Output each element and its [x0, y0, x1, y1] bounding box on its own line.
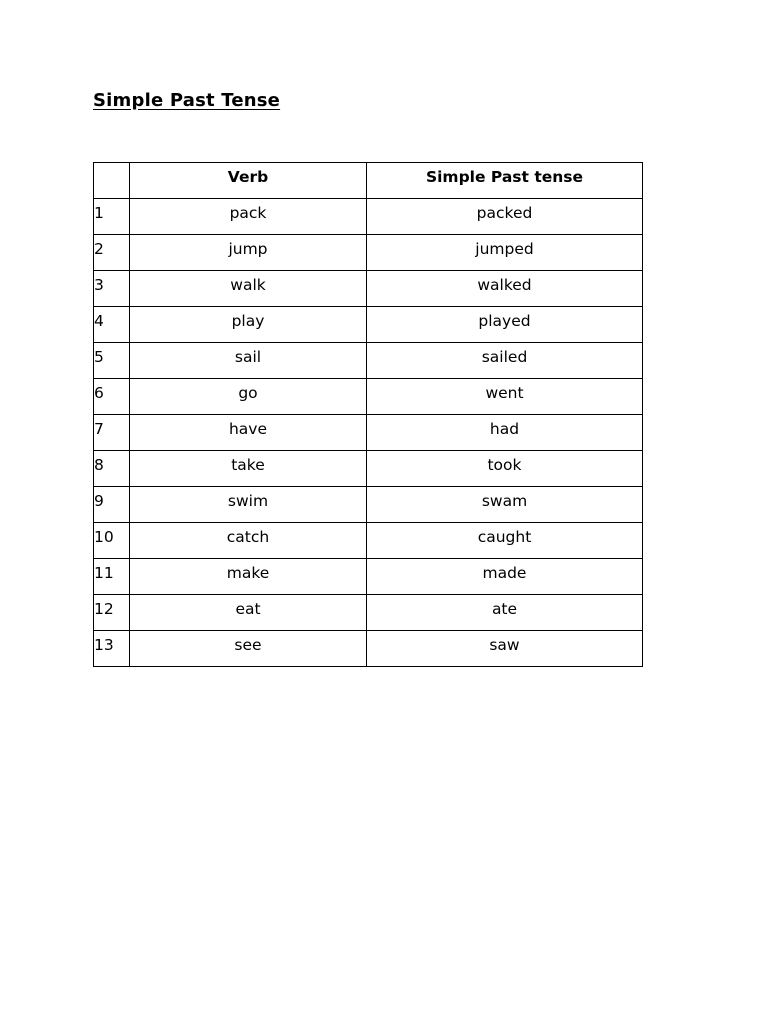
table-row — [94, 487, 643, 523]
row-number-cell: 8 — [94, 451, 130, 487]
row-number-cell: 13 — [94, 631, 130, 667]
table-row — [94, 559, 643, 595]
row-number-cell: 3 — [94, 271, 130, 307]
verb-cell: play — [130, 307, 367, 343]
row-number-cell: 4 — [94, 307, 130, 343]
table-row — [94, 235, 643, 271]
table-row — [94, 631, 643, 667]
header-verb: Verb — [130, 163, 367, 199]
past-tense-cell: caught — [367, 523, 643, 559]
past-tense-cell: went — [367, 379, 643, 415]
past-tense-cell: swam — [367, 487, 643, 523]
verb-cell: go — [130, 379, 367, 415]
row-number-cell: 6 — [94, 379, 130, 415]
page-title: Simple Past Tense — [93, 90, 281, 111]
past-tense-cell: had — [367, 415, 643, 451]
verb-cell: pack — [130, 199, 367, 235]
table-row — [94, 199, 643, 235]
past-tense-cell: took — [367, 451, 643, 487]
verb-cell: walk — [130, 271, 367, 307]
past-tense-cell: made — [367, 559, 643, 595]
table-body — [94, 199, 643, 667]
verb-cell: have — [130, 415, 367, 451]
past-tense-cell: jumped — [367, 235, 643, 271]
verb-cell: eat — [130, 595, 367, 631]
row-number-cell: 9 — [94, 487, 130, 523]
row-number-cell: 11 — [94, 559, 130, 595]
table-row — [94, 379, 643, 415]
verb-cell: make — [130, 559, 367, 595]
past-tense-cell: played — [367, 307, 643, 343]
table-row — [94, 523, 643, 559]
row-number-cell: 7 — [94, 415, 130, 451]
past-tense-cell: sailed — [367, 343, 643, 379]
row-number-cell: 5 — [94, 343, 130, 379]
row-number-cell: 10 — [94, 523, 130, 559]
table-row — [94, 343, 643, 379]
verb-cell: swim — [130, 487, 367, 523]
verb-cell: catch — [130, 523, 367, 559]
row-number-cell: 1 — [94, 199, 130, 235]
verb-cell: sail — [130, 343, 367, 379]
header-simple-past: Simple Past tense — [367, 163, 643, 199]
verb-cell: take — [130, 451, 367, 487]
table-row — [94, 451, 643, 487]
row-number-cell: 2 — [94, 235, 130, 271]
verb-tense-table — [93, 162, 643, 667]
table-row — [94, 595, 643, 631]
table-row — [94, 307, 643, 343]
header-number — [94, 163, 130, 199]
past-tense-cell: saw — [367, 631, 643, 667]
verb-cell: jump — [130, 235, 367, 271]
row-number-cell: 12 — [94, 595, 130, 631]
verb-cell: see — [130, 631, 367, 667]
table-row — [94, 415, 643, 451]
past-tense-cell: walked — [367, 271, 643, 307]
past-tense-cell: packed — [367, 199, 643, 235]
table-row — [94, 271, 643, 307]
past-tense-cell: ate — [367, 595, 643, 631]
table-header-row — [94, 163, 643, 199]
